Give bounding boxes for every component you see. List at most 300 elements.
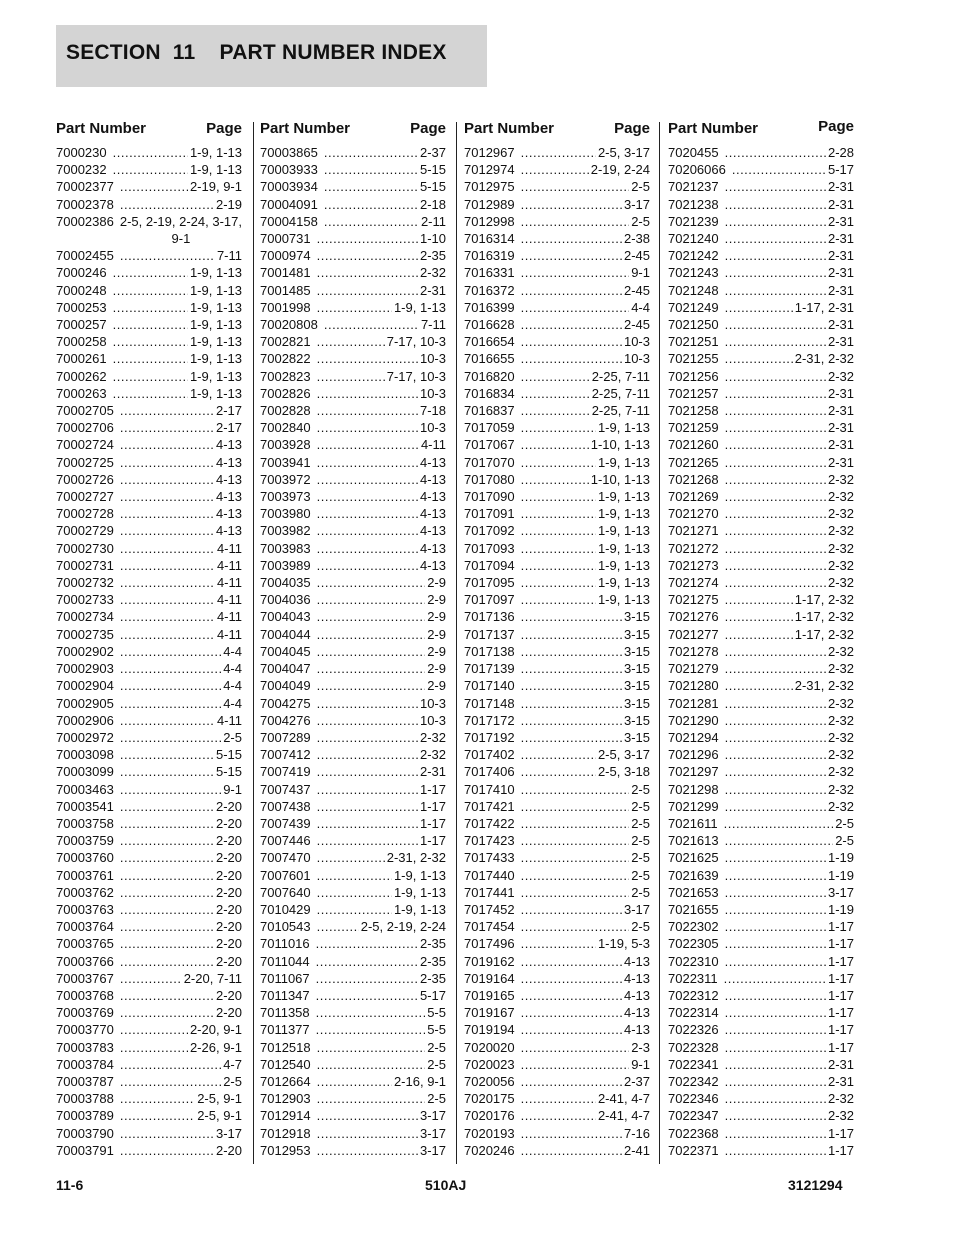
- index-entry: [668, 264, 854, 281]
- page-reference: 4-4: [223, 695, 242, 711]
- page-reference: 2-9: [427, 661, 446, 677]
- page-reference: 4-13: [623, 970, 650, 986]
- page-reference: 2-5: [631, 884, 650, 900]
- part-number: 7000232: [56, 162, 107, 178]
- page-reference: 3-17: [419, 1142, 446, 1158]
- dot-leader: [120, 522, 214, 539]
- dot-leader: [317, 832, 418, 849]
- part-number: 7012518: [260, 1039, 311, 1055]
- part-number: 7012974: [464, 162, 515, 178]
- part-number: 70002705: [56, 403, 114, 419]
- part-number: 7017091: [464, 506, 515, 522]
- dot-leader: [317, 626, 426, 643]
- page-reference: 9-1: [631, 1056, 650, 1072]
- part-number: 7001481: [260, 265, 311, 281]
- dot-leader: [725, 712, 826, 729]
- index-entry: [668, 454, 854, 471]
- part-number: 7017406: [464, 764, 515, 780]
- part-number: 7002823: [260, 368, 311, 384]
- part-number: 70020808: [260, 317, 318, 333]
- index-entry: [260, 695, 446, 712]
- part-number: 7017097: [464, 592, 515, 608]
- index-entry: [260, 333, 446, 350]
- page-reference: 2-5: [631, 781, 650, 797]
- dot-leader: [725, 918, 826, 935]
- part-number: 7021275: [668, 592, 719, 608]
- index-entry: [260, 987, 446, 1004]
- part-number: 7004036: [260, 592, 311, 608]
- index-entry: [56, 402, 242, 419]
- page-reference: 1-17: [419, 781, 446, 797]
- index-entry: [668, 333, 854, 350]
- dot-leader: [521, 333, 622, 350]
- part-number: 7017423: [464, 833, 515, 849]
- page-reference: 1-17, 2-32: [794, 592, 854, 608]
- dot-leader: [521, 368, 590, 385]
- part-number: 7021274: [668, 575, 719, 591]
- part-number: 7022371: [668, 1142, 719, 1158]
- dot-leader: [521, 1125, 622, 1142]
- page-reference: 1-9, 1-13: [189, 265, 242, 281]
- index-entry: [668, 488, 854, 505]
- part-number: 7007438: [260, 798, 311, 814]
- index-entry: [464, 591, 650, 608]
- dot-leader: [521, 626, 622, 643]
- page-reference: 2-31: [827, 248, 854, 264]
- dot-leader: [725, 1142, 826, 1159]
- part-number: 7016837: [464, 403, 515, 419]
- page-reference: 2-35: [419, 936, 446, 952]
- dot-leader: [317, 729, 418, 746]
- index-entry: [56, 712, 242, 729]
- page-reference: 2-5, 3-17: [597, 747, 650, 763]
- dot-leader: [317, 230, 418, 247]
- index-entry: [260, 677, 446, 694]
- page-reference: 4-13: [419, 471, 446, 487]
- index-entry: [668, 282, 854, 299]
- part-number: 70002386: [56, 213, 114, 229]
- index-entry: [260, 540, 446, 557]
- dot-leader: [120, 454, 214, 471]
- page-reference: 7-16: [623, 1125, 650, 1141]
- index-entry: [56, 454, 242, 471]
- page-reference: 1-9, 1-13: [189, 282, 242, 298]
- dot-leader: [521, 557, 596, 574]
- part-number: 7021251: [668, 334, 719, 350]
- dot-leader: [317, 385, 418, 402]
- page-reference: 2-31, 2-32: [794, 351, 854, 367]
- dot-leader: [120, 419, 214, 436]
- index-entry: [56, 316, 242, 333]
- index-entry: [56, 350, 242, 367]
- part-number: 7021296: [668, 747, 719, 763]
- dot-leader: [521, 884, 630, 901]
- part-number: 7022314: [668, 1005, 719, 1021]
- index-entry: [56, 196, 242, 213]
- dot-leader: [725, 557, 826, 574]
- index-entries: [56, 144, 242, 1159]
- page-reference: 4-11: [216, 540, 242, 556]
- part-number: 7021290: [668, 712, 719, 728]
- part-number: 7004276: [260, 712, 311, 728]
- dot-leader: [113, 282, 188, 299]
- dot-leader: [521, 1073, 622, 1090]
- dot-leader: [316, 953, 418, 970]
- part-number: 70002725: [56, 454, 114, 470]
- part-number: 7011358: [260, 1005, 310, 1021]
- dot-leader: [317, 1073, 392, 1090]
- page-reference: 1-9, 1-13: [189, 162, 242, 178]
- index-entry: [260, 350, 446, 367]
- index-entry: [464, 230, 650, 247]
- index-entry: [260, 1056, 446, 1073]
- index-entry: [668, 230, 854, 247]
- index-entry: [464, 1125, 650, 1142]
- dot-leader: [317, 798, 418, 815]
- index-entry: [260, 970, 446, 987]
- page-reference: 10-3: [419, 351, 446, 367]
- part-number: 70002731: [56, 557, 114, 573]
- part-number: 70002706: [56, 420, 114, 436]
- index-entry: [464, 867, 650, 884]
- page-reference: 2-32: [827, 506, 854, 522]
- page-reference: 2-32: [827, 695, 854, 711]
- dot-leader: [120, 488, 214, 505]
- index-entry: [260, 178, 446, 195]
- index-entry: [260, 522, 446, 539]
- part-number: 70002903: [56, 661, 114, 677]
- page-reference: 2-31: [419, 282, 446, 298]
- index-entry: [668, 299, 854, 316]
- page-reference: 7-17, 10-3: [386, 334, 446, 350]
- dot-leader: [725, 832, 834, 849]
- index-entry: [260, 282, 446, 299]
- part-number: 7003972: [260, 471, 311, 487]
- dot-leader: [725, 385, 826, 402]
- part-number: 70003769: [56, 1005, 114, 1021]
- index-entry: [56, 368, 242, 385]
- dot-leader: [725, 213, 826, 230]
- index-entry: [260, 953, 446, 970]
- part-number: 7012914: [260, 1108, 311, 1124]
- part-number: 7000258: [56, 334, 107, 350]
- index-entry: [464, 557, 650, 574]
- dot-leader: [521, 970, 622, 987]
- part-number: 7007419: [260, 764, 311, 780]
- page-reference: 2-31: [827, 317, 854, 333]
- dot-leader: [725, 953, 826, 970]
- index-entry: [668, 918, 854, 935]
- dot-leader: [725, 660, 826, 677]
- dot-leader: [521, 591, 596, 608]
- index-entry: [260, 849, 446, 866]
- index-entry: [668, 505, 854, 522]
- part-number: 7022305: [668, 936, 719, 952]
- index-entry: [668, 178, 854, 195]
- index-entry: [260, 1107, 446, 1124]
- index-entry: [668, 746, 854, 763]
- index-entry: [464, 815, 650, 832]
- page-reference: 7-11: [216, 248, 242, 264]
- dot-leader: [120, 798, 214, 815]
- page-reference: 1-17: [419, 833, 446, 849]
- index-entry: [260, 1142, 446, 1159]
- part-number: 7000248: [56, 282, 107, 298]
- index-entry: [464, 299, 650, 316]
- dot-leader: [521, 282, 622, 299]
- dot-leader: [725, 729, 826, 746]
- column-header: [668, 118, 854, 144]
- dot-leader: [521, 178, 630, 195]
- index-entry: [56, 643, 242, 660]
- part-number: 7021280: [668, 678, 719, 694]
- part-number: 7010543: [260, 919, 311, 935]
- index-entry: [464, 264, 650, 281]
- part-number: 7020023: [464, 1056, 515, 1072]
- index-entry: [260, 918, 446, 935]
- page-reference: 1-19: [827, 850, 854, 866]
- page-reference: 2-9: [427, 575, 446, 591]
- index-entry: [464, 832, 650, 849]
- dot-leader: [725, 178, 826, 195]
- index-entry: [668, 712, 854, 729]
- page-reference: 5-15: [419, 179, 446, 195]
- page-reference: 1-9, 1-13: [597, 540, 650, 556]
- page-reference: 4-4: [631, 299, 650, 315]
- index-entry: [668, 574, 854, 591]
- page-reference: 9-1: [631, 265, 650, 281]
- part-number: 70002733: [56, 592, 114, 608]
- part-number: 7017136: [464, 609, 515, 625]
- dot-leader: [725, 488, 826, 505]
- index-entry: [668, 196, 854, 213]
- dot-leader: [120, 1142, 214, 1159]
- index-entry: [260, 729, 446, 746]
- dot-leader: [120, 867, 214, 884]
- index-entry: [56, 333, 242, 350]
- page-reference: 1-10, 1-13: [590, 437, 650, 453]
- dot-leader: [725, 867, 826, 884]
- page-reference: 3-17: [623, 901, 650, 917]
- page-reference: 2-32: [419, 265, 446, 281]
- page-heading: Page: [818, 118, 854, 135]
- dot-leader: [324, 316, 419, 333]
- part-number: 7021613: [668, 833, 719, 849]
- page-reference: 2-16, 9-1: [393, 1073, 446, 1089]
- index-entry: [464, 161, 650, 178]
- index-entry: [56, 918, 242, 935]
- page-reference: 1-17: [419, 815, 446, 831]
- page-reference: 2-32: [827, 747, 854, 763]
- part-number: 70003788: [56, 1091, 114, 1107]
- dot-leader: [725, 1039, 826, 1056]
- index-entry: [668, 901, 854, 918]
- part-number: 7016399: [464, 299, 515, 315]
- dot-leader: [521, 695, 622, 712]
- index-entry: [668, 213, 854, 230]
- index-entry: [668, 247, 854, 264]
- dot-leader: [324, 196, 418, 213]
- page-reference: 2-31: [827, 179, 854, 195]
- part-number: 7021248: [668, 282, 719, 298]
- dot-leader: [120, 608, 215, 625]
- part-number: 7012967: [464, 145, 515, 160]
- part-number: 7021260: [668, 437, 719, 453]
- index-entry: [260, 299, 446, 316]
- dot-leader: [317, 402, 418, 419]
- page-reference: 2-32: [827, 798, 854, 814]
- dot-leader: [120, 591, 215, 608]
- index-entry: [260, 1125, 446, 1142]
- page-reference: 4-13: [215, 454, 242, 470]
- page-reference: 4-13: [419, 540, 446, 556]
- dot-leader: [120, 1039, 188, 1056]
- index-entry: [464, 935, 650, 952]
- index-entry: [668, 436, 854, 453]
- page-reference: 2-32: [419, 747, 446, 763]
- index-entry: [668, 471, 854, 488]
- dot-leader: [725, 574, 826, 591]
- page-reference: 3-15: [623, 729, 650, 745]
- page-reference: 2-31: [827, 265, 854, 281]
- page-reference: 4-13: [419, 489, 446, 505]
- part-number: 7003980: [260, 506, 311, 522]
- page-reference: 4-4: [223, 661, 242, 677]
- index-entry: [56, 299, 242, 316]
- index-entry: [56, 1056, 242, 1073]
- part-number: 70003099: [56, 764, 114, 780]
- part-number: 7020193: [464, 1125, 515, 1141]
- dot-leader: [521, 264, 630, 281]
- page-reference: 4-11: [420, 437, 446, 453]
- page-reference: 3-15: [623, 712, 650, 728]
- index-entry: [668, 626, 854, 643]
- index-entry: [56, 970, 242, 987]
- part-number: 70002972: [56, 729, 114, 745]
- dot-leader: [317, 247, 418, 264]
- part-number: 7021249: [668, 299, 719, 315]
- index-entry: [56, 1090, 242, 1107]
- part-number: 7007437: [260, 781, 311, 797]
- dot-leader: [725, 419, 826, 436]
- index-entry: [464, 196, 650, 213]
- part-number: 70002902: [56, 643, 114, 659]
- part-number: 7017433: [464, 850, 515, 866]
- index-entry: [56, 987, 242, 1004]
- dot-leader: [725, 987, 826, 1004]
- dot-leader: [521, 918, 630, 935]
- dot-leader: [120, 436, 214, 453]
- page-reference: 1-19, 5-3: [597, 936, 650, 952]
- index-entry: [668, 953, 854, 970]
- index-entry: [464, 350, 650, 367]
- dot-leader: [317, 522, 418, 539]
- index-entry: [260, 436, 446, 453]
- part-number: 70002906: [56, 712, 114, 728]
- dot-leader: [521, 781, 630, 798]
- dot-leader: [324, 178, 418, 195]
- part-number: 7003983: [260, 540, 311, 556]
- page-reference: 1-17: [827, 1005, 854, 1021]
- index-entry: [668, 1021, 854, 1038]
- page-reference: 2-37: [419, 145, 446, 160]
- part-number-heading: Part Number: [260, 120, 351, 137]
- page-reference: 4-11: [216, 575, 242, 591]
- page-reference: 2-20: [215, 884, 242, 900]
- part-number: 70003790: [56, 1125, 114, 1141]
- page-reference: 2-5: [631, 815, 650, 831]
- index-entry: [464, 368, 650, 385]
- index-column-3: [464, 118, 650, 1159]
- part-number: 7016372: [464, 282, 515, 298]
- dot-leader: [725, 643, 826, 660]
- part-number: 7021272: [668, 540, 719, 556]
- page-reference: 2-9: [427, 609, 446, 625]
- page-reference: 2-20: [215, 1005, 242, 1021]
- page-reference: 2-5: [631, 833, 650, 849]
- part-number: 7021276: [668, 609, 719, 625]
- dot-leader: [725, 540, 826, 557]
- index-entry: [56, 815, 242, 832]
- index-entry: [668, 540, 854, 557]
- index-entry: [260, 264, 446, 281]
- part-number: 7017093: [464, 540, 515, 556]
- index-entry: [464, 144, 650, 161]
- index-entry: [56, 282, 242, 299]
- page-reference: 2-20: [215, 919, 242, 935]
- dot-leader: [120, 402, 214, 419]
- index-entries: [668, 144, 854, 1159]
- index-entry: [464, 333, 650, 350]
- index-entry: [668, 729, 854, 746]
- index-entry: [56, 540, 242, 557]
- part-number: 7021281: [668, 695, 719, 711]
- part-number: 7022342: [668, 1073, 719, 1089]
- index-entry: [56, 574, 242, 591]
- index-entry: [668, 763, 854, 780]
- dot-leader: [120, 935, 214, 952]
- page-reference: 10-3: [623, 351, 650, 367]
- page-reference: 2-32: [827, 523, 854, 539]
- part-number: 7022347: [668, 1108, 719, 1124]
- part-number: 7021655: [668, 901, 719, 917]
- part-number: 7017094: [464, 557, 515, 573]
- index-entry: [56, 626, 242, 643]
- dot-leader: [521, 815, 630, 832]
- dot-leader: [725, 350, 793, 367]
- page-reference: 1-17: [827, 953, 854, 969]
- index-entry: [464, 282, 650, 299]
- page-reference: 2-5: [223, 729, 242, 745]
- dot-leader: [521, 763, 596, 780]
- page-reference: 4-11: [216, 626, 242, 642]
- page-reference: 2-41, 4-7: [597, 1108, 650, 1124]
- index-entry: [668, 798, 854, 815]
- index-entry: [464, 1107, 650, 1124]
- part-number: 7017421: [464, 798, 515, 814]
- index-column-4: [668, 118, 854, 1159]
- page-reference: 4-13: [419, 557, 446, 573]
- index-entry: [464, 677, 650, 694]
- page-reference: 2-5: [427, 1091, 446, 1107]
- index-entry: [260, 402, 446, 419]
- dot-leader: [725, 849, 826, 866]
- part-number: 7007470: [260, 850, 311, 866]
- dot-leader: [521, 385, 590, 402]
- page-reference: 2-35: [419, 248, 446, 264]
- index-entry: [260, 781, 446, 798]
- index-entry: [464, 626, 650, 643]
